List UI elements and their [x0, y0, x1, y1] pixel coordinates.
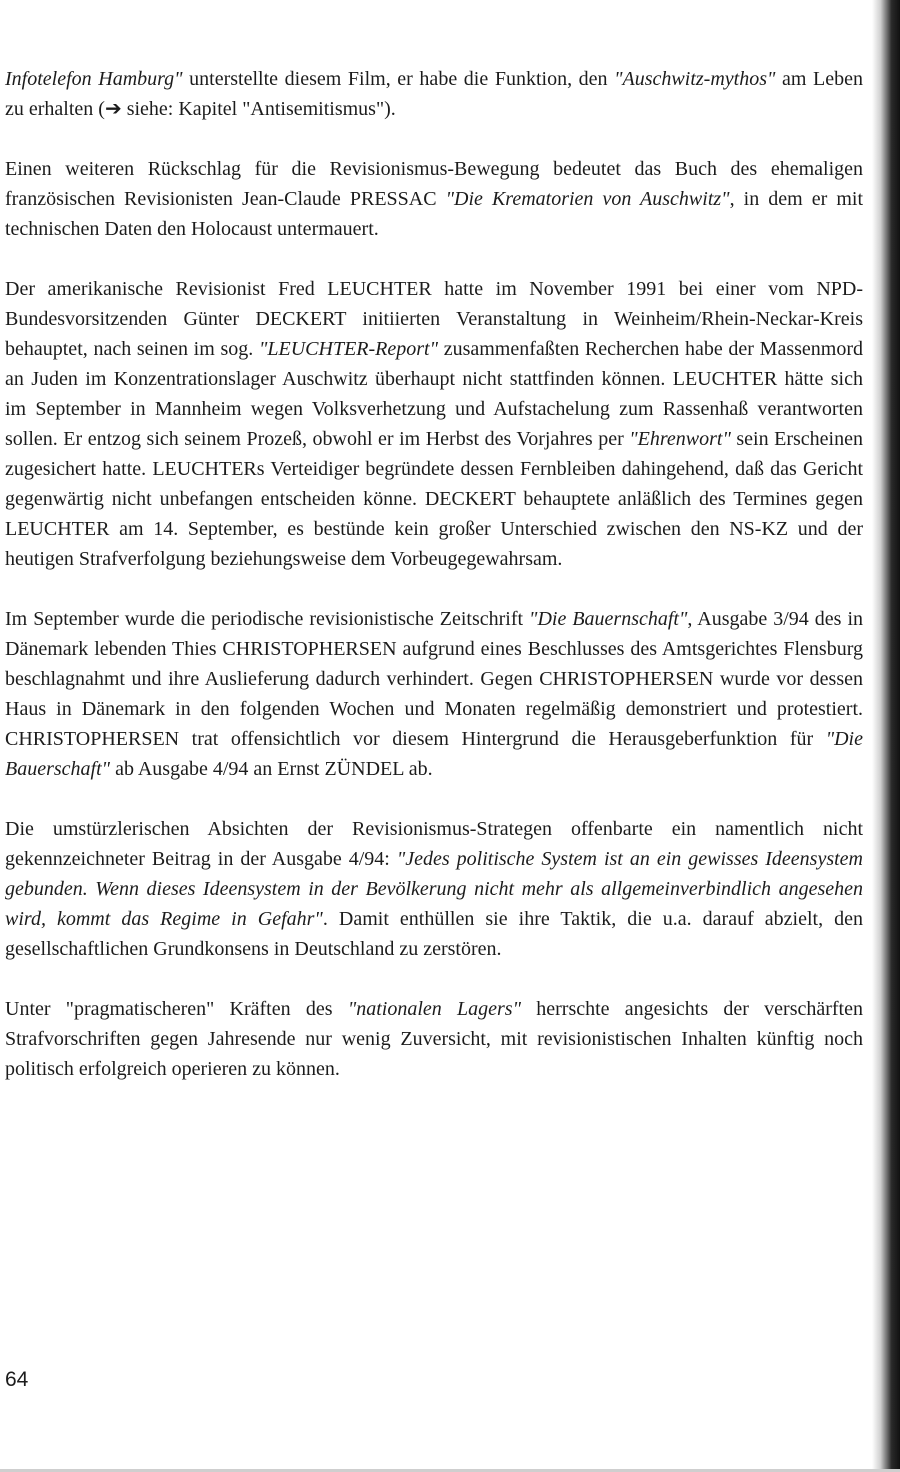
text-span: unterstellte diesem Film, er habe die Funktion, den [182, 68, 615, 90]
text-span: sein Erscheinen zugesichert hatte. LEUCHTERs Verteidiger begründete dessen Fernbleiben dahingehend, daß das Gericht gegenwärtig nicht unbefangen entscheiden könne. DECKERT behauptete anläßlich des Termines gegen LEUCHTER am 14. September, es bestünde kein großer Unterschied zwischen den NS-KZ und der heutigen Strafverfolgung beziehungsweise dem Vorbeugegewahrsam. [5, 428, 863, 570]
text-span: "Die Bauerschaft" [5, 728, 863, 780]
text-span: "Jedes politische System ist an ein gewisses Ideensystem gebunden. Wenn dieses Ideensystem in der Bevölkerung nicht mehr als allgemeinverbindlich angesehen wird, kommt das Regime in Gefahr" [5, 848, 863, 930]
text-span: Infotelefon Hamburg" [5, 68, 183, 90]
text-span: "Die Krematorien von Auschwitz" [445, 188, 730, 210]
paragraph-4 [5, 604, 863, 784]
page-number: 64 [5, 1368, 29, 1391]
text-span: zusammenfaßten Recherchen habe der Massenmord an Juden im Konzentrationslager Auschwitz überhaupt nicht stattfinden können. LEUCHTER hätte sich im September in Mannheim wegen Volksverhetzung und Aufstachelung zum Rassenhaß verantworten sollen. Er entzog sich seinem Prozeß, obwohl er im Herbst des Vorjahres per [5, 338, 863, 450]
body-text [5, 64, 863, 1114]
text-span: ab Ausgabe 4/94 an Ernst ZÜNDEL ab. [110, 758, 433, 780]
text-span: Die umstürzlerischen Absichten der Revisionismus-Strategen offenbarte ein namentlich nicht gekennzeichneter Beitrag in der Ausgabe 4/94: [5, 818, 863, 870]
paragraph-3 [5, 274, 863, 574]
text-span: Einen weiteren Rückschlag für die Revisionismus-Bewegung bedeutet das Buch des ehemaligen französischen Revisionisten Jean-Claude PRESSAC [5, 158, 863, 210]
paragraph-5 [5, 814, 863, 964]
text-span: Im September wurde die periodische revisionistische Zeitschrift [5, 608, 530, 630]
text-span: "Die Bauernschaft" [529, 608, 688, 630]
text-span: "Auschwitz-mythos" [614, 68, 776, 90]
paragraph-2 [5, 154, 863, 244]
text-span: "nationalen Lagers" [347, 998, 521, 1020]
text-span: "LEUCHTER-Report" [258, 338, 438, 360]
text-span: Der amerikanische Revisionist Fred LEUCHTER hatte im November 1991 bei einer vom NPD-Bundesvorsitzenden Günter DECKERT initiierten Veranstaltung in Weinheim/Rhein-Neckar-Kreis behauptet, nach seinen im sog. [5, 278, 863, 360]
paragraph-6 [5, 994, 863, 1084]
paragraph-1 [5, 64, 863, 124]
text-span: "Ehrenwort" [629, 428, 731, 450]
text-span: am Leben zu erhalten (➔ siehe: Kapitel "Antisemitismus"). [5, 68, 864, 120]
text-span: . Damit enthüllen sie ihre Taktik, die u.a. darauf abzielt, den gesellschaftlichen Grundkonsens in Deutschland zu zerstören. [5, 908, 863, 960]
text-span: , in dem er mit technischen Daten den Holocaust untermauert. [5, 188, 863, 240]
text-span: herrschte angesichts der verschärften Strafvorschriften gegen Jahresende nur wenig Zuversicht, mit revisionistischen Inhalten künftig noch politisch erfolgreich operieren zu können. [5, 998, 863, 1080]
text-span: , Ausgabe 3/94 des in Dänemark lebenden Thies CHRISTOPHERSEN aufgrund eines Beschlusses des Amtsgerichtes Flensburg beschlagnahmt und ihre Auslieferung dadurch verhindert. Gegen CHRISTOPHERSEN wurde vor dessen Haus in Dänemark in den folgenden Wochen und Monaten regelmäßig demonstriert und protestiert. CHRISTOPHERSEN trat offensichtlich vor diesem Hintergrund die Herausgeberfunktion für [5, 608, 864, 750]
book-spine-shadow [872, 0, 900, 1472]
text-span: Unter "pragmatischeren" Kräften des [5, 998, 348, 1020]
